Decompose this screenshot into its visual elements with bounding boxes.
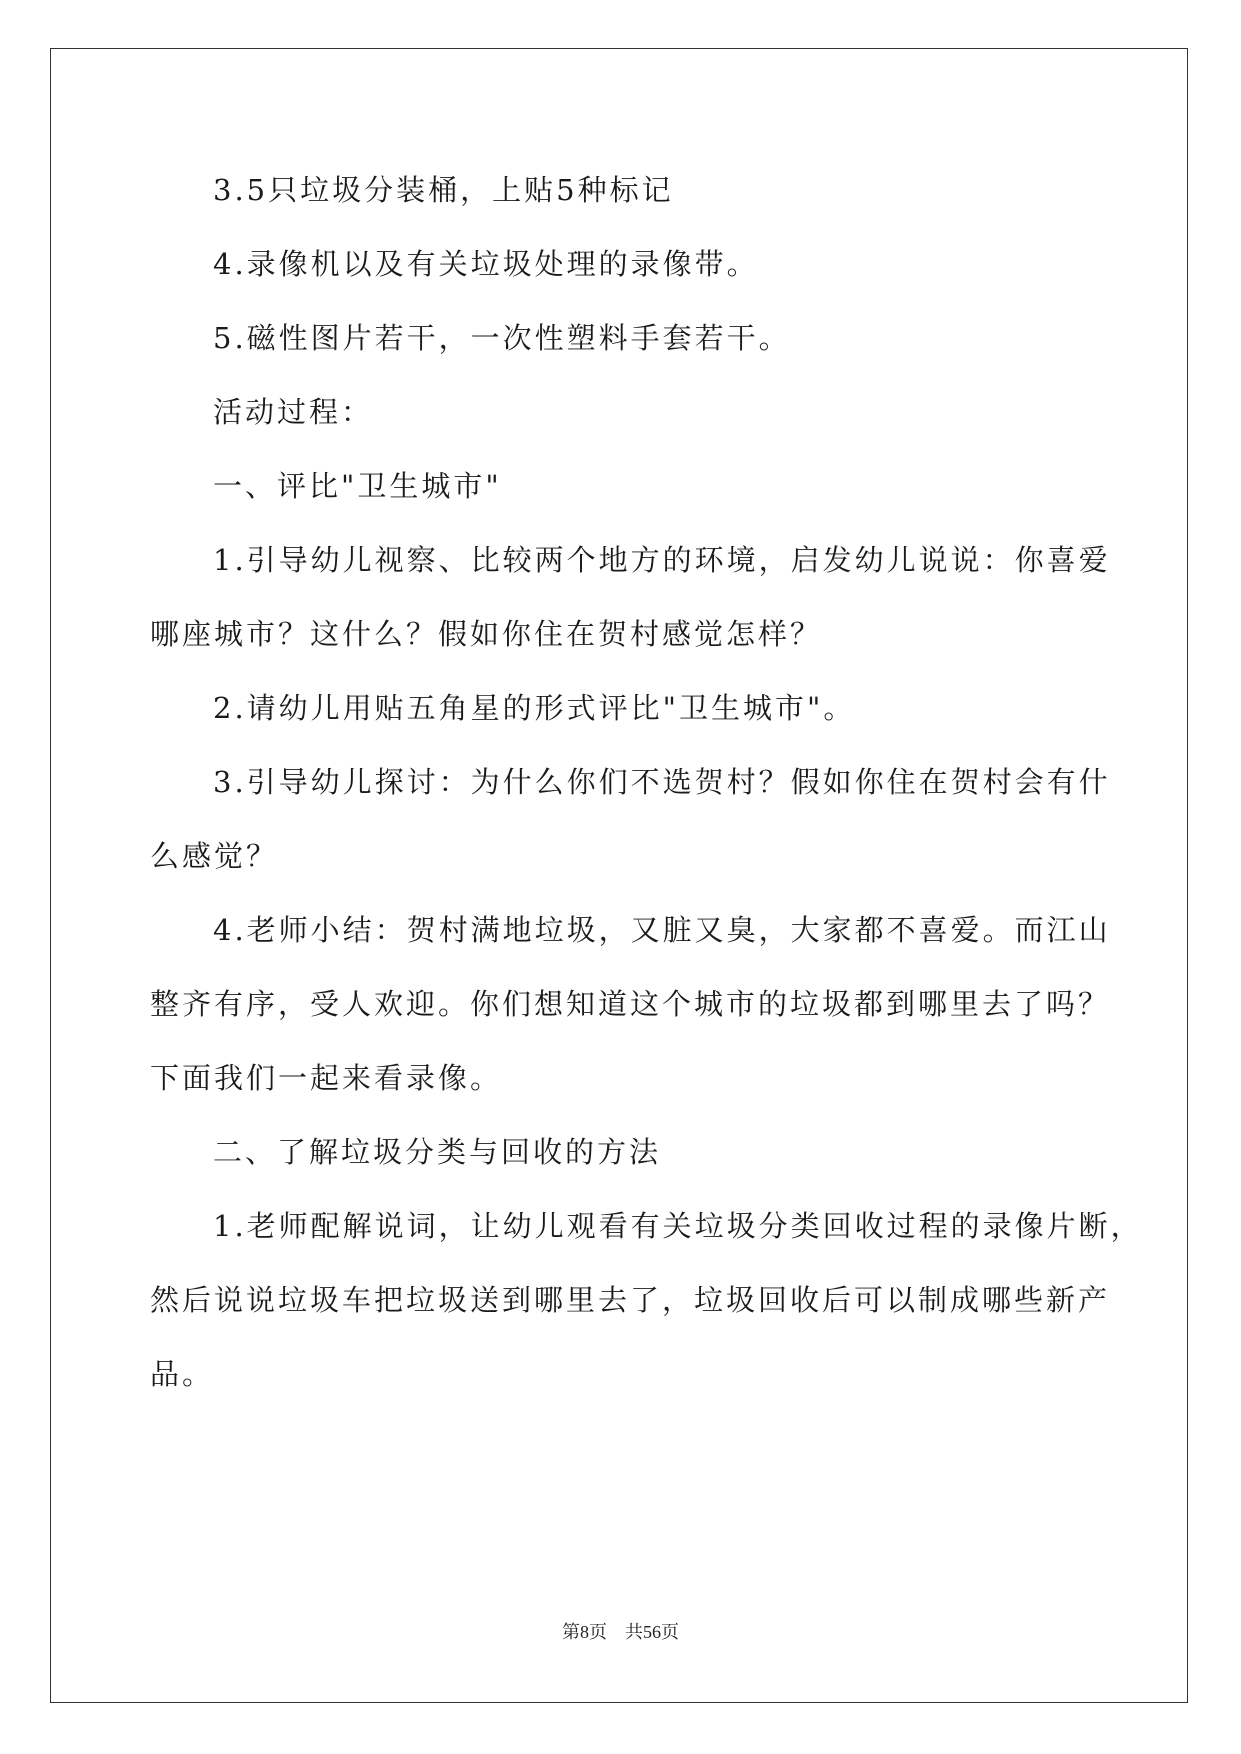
text-line-7: 哪座城市？这什么？假如你住在贺村感觉怎样？ [150,617,823,651]
page-total: 共56页 [625,1622,679,1642]
text-line-12: 整齐有序，受人欢迎。你们想知道这个城市的垃圾都到哪里去了吗？ [150,987,1111,1021]
text-line-3: 5.磁性图片若干，一次性塑料手套若干。 [213,321,791,355]
text-line-15: 1.老师配解说词，让幼儿观看有关垃圾分类回收过程的录像片断， [213,1209,1143,1243]
text-line-6: 1.引导幼儿视察、比较两个地方的环境，启发幼儿说说：你喜爱 [213,543,1111,577]
section-heading-one: 一、评比"卫生城市" [213,469,502,503]
text-line-17: 品。 [150,1357,215,1391]
text-line-16: 然后说说垃圾车把垃圾送到哪里去了，垃圾回收后可以制成哪些新产 [150,1283,1111,1317]
text-line-2: 4.录像机以及有关垃圾处理的录像带。 [213,247,759,281]
text-line-8: 2.请幼儿用贴五角星的形式评比"卫生城市"。 [213,691,856,725]
page-number: 第8页 [562,1622,607,1642]
text-line-1: 3.5只垃圾分装桶，上贴5种标记 [213,173,674,207]
text-line-9: 3.引导幼儿探讨：为什么你们不选贺村？假如你住在贺村会有什 [213,765,1111,799]
text-line-10: 么感觉？ [150,839,279,873]
text-line-13: 下面我们一起来看录像。 [150,1061,503,1095]
section-heading-activity: 活动过程： [213,395,374,429]
section-heading-two: 二、了解垃圾分类与回收的方法 [213,1135,662,1169]
text-line-11: 4.老师小结：贺村满地垃圾，又脏又臭，大家都不喜爱。而江山 [213,913,1111,947]
page-footer [0,1618,1241,1644]
